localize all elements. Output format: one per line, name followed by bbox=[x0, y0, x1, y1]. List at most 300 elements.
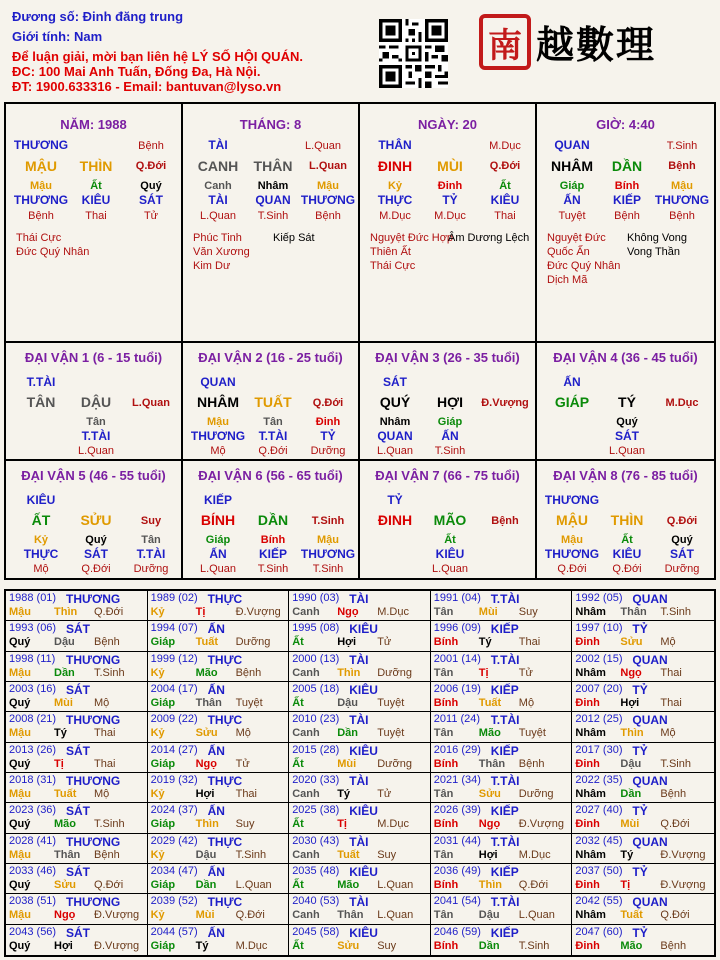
year-than: ẤN bbox=[207, 683, 225, 697]
year-truongsinh: Đ.Vượng bbox=[660, 879, 706, 891]
hidden-can: Mậu bbox=[30, 180, 52, 192]
year-cell[interactable] bbox=[431, 591, 573, 621]
year-truongsinh: Bệnh bbox=[94, 848, 120, 861]
truongsinh-label: L.Quan bbox=[132, 397, 170, 409]
sao-item: Nguyệt Đức bbox=[547, 232, 606, 244]
year-cell[interactable] bbox=[148, 682, 290, 712]
year-can: Đinh bbox=[575, 636, 600, 649]
year-truongsinh: Dưỡng bbox=[377, 757, 412, 770]
hidden-truongsinh: Mộ bbox=[33, 563, 49, 575]
hidden-can: Ất bbox=[444, 534, 456, 546]
pillar-cell[interactable] bbox=[537, 104, 714, 343]
chi-label: THÌN bbox=[610, 512, 644, 528]
hidden-truongsinh: Bệnh bbox=[614, 210, 640, 222]
hidden-can: Ất bbox=[621, 534, 633, 546]
hidden-than: THỰC bbox=[377, 193, 413, 207]
hidden-truongsinh: Tuyệt bbox=[558, 210, 586, 222]
year-cell[interactable] bbox=[289, 712, 431, 742]
year-than: QUAN bbox=[632, 834, 668, 849]
year-truongsinh: Tử bbox=[235, 757, 250, 770]
year-cell[interactable] bbox=[431, 743, 573, 773]
year-cell[interactable] bbox=[289, 925, 431, 955]
year-chi: Sửu bbox=[195, 727, 218, 740]
hidden-can: Quý bbox=[616, 416, 638, 428]
year-truongsinh: Dưỡng bbox=[235, 636, 271, 649]
sao-item: Âm Dương Lệch bbox=[448, 232, 530, 244]
year-label: 2047 (60) bbox=[575, 925, 623, 938]
year-chi: Mùi bbox=[337, 757, 357, 770]
year-label: 2005 (18) bbox=[292, 683, 340, 695]
year-than: ẤN bbox=[207, 743, 225, 758]
can-label: ĐINH bbox=[377, 158, 413, 174]
year-cell[interactable] bbox=[289, 682, 431, 712]
year-cell[interactable] bbox=[6, 773, 148, 803]
hidden-than: THƯƠNG bbox=[544, 547, 600, 561]
hidden-than: KIẾP bbox=[258, 547, 288, 561]
hidden-than: QUAN bbox=[377, 429, 413, 443]
year-cell[interactable] bbox=[572, 803, 714, 833]
can-label: BÍNH bbox=[200, 512, 236, 528]
year-truongsinh: Q.Đới bbox=[94, 879, 124, 891]
hidden-truongsinh: T.Sinh bbox=[434, 445, 466, 457]
hidden-than: KIÊU bbox=[490, 193, 520, 207]
year-cell[interactable] bbox=[572, 773, 714, 803]
year-cell[interactable] bbox=[148, 712, 290, 742]
year-label: 2033 (46) bbox=[9, 865, 57, 877]
year-label: 2034 (47) bbox=[150, 865, 198, 877]
chi-label: HỢI bbox=[437, 394, 463, 410]
than-label: T.TÀI bbox=[26, 375, 56, 389]
hidden-truongsinh: L.Quan bbox=[199, 210, 237, 222]
hidden-truongsinh: Thai bbox=[494, 210, 516, 222]
sao-right bbox=[273, 231, 315, 245]
phone-email: ĐT: 1900.633316 - Email: bantuvan@lyso.vn bbox=[12, 79, 282, 94]
year-cell[interactable] bbox=[6, 925, 148, 955]
hidden-can: Kỷ bbox=[33, 534, 49, 546]
year-chi: Thìn bbox=[478, 879, 503, 891]
seal-glyph: 南 bbox=[488, 25, 522, 66]
dai-van-cell[interactable] bbox=[183, 461, 360, 578]
sao-item: Quốc Ấn bbox=[547, 246, 590, 258]
year-can: Giáp bbox=[150, 697, 176, 709]
chi-label: TUẤT bbox=[254, 394, 292, 410]
dai-van-cell[interactable] bbox=[537, 343, 714, 461]
year-cell[interactable] bbox=[572, 894, 714, 924]
year-can: Mậu bbox=[9, 727, 31, 740]
hidden-truongsinh: Bệnh bbox=[669, 210, 695, 222]
year-cell[interactable] bbox=[6, 652, 148, 682]
qr-code-icon[interactable] bbox=[379, 19, 448, 88]
year-truongsinh: Đ.Vượng bbox=[94, 909, 140, 922]
dai-van-cell[interactable] bbox=[360, 461, 537, 578]
chi-than: Q.Đới bbox=[135, 160, 167, 172]
truongsinh-label: M.Dục bbox=[665, 397, 699, 409]
than-label: THƯƠNG bbox=[13, 138, 69, 152]
year-chi: Dậu bbox=[195, 848, 217, 861]
hidden-than: T.TÀI bbox=[258, 429, 288, 443]
can-label: GIÁP bbox=[554, 394, 590, 410]
hidden-can: Quý bbox=[140, 180, 162, 192]
year-cell[interactable] bbox=[289, 803, 431, 833]
year-chi: Thìn bbox=[620, 727, 644, 740]
hidden-can: Đinh bbox=[437, 180, 463, 192]
pillar-cell[interactable] bbox=[183, 104, 360, 343]
year-truongsinh: L.Quan bbox=[377, 879, 414, 891]
year-truongsinh: Đ.Vượng bbox=[94, 939, 140, 952]
pillar-cell[interactable] bbox=[360, 104, 537, 343]
year-label: 2017 (30) bbox=[575, 743, 623, 756]
dai-van-title: ĐẠI VẬN 3 (26 - 35 tuổi) bbox=[375, 350, 520, 365]
year-truongsinh: Tử bbox=[377, 636, 392, 649]
than-label: QUAN bbox=[200, 375, 236, 389]
year-than: KIẾP bbox=[490, 804, 519, 819]
year-can: Tân bbox=[433, 727, 454, 740]
year-cell[interactable] bbox=[572, 682, 714, 712]
than-label: THƯƠNG bbox=[544, 493, 600, 507]
year-label: 2021 (34) bbox=[433, 774, 481, 786]
year-chi: Dần bbox=[478, 939, 500, 952]
year-cell[interactable] bbox=[572, 743, 714, 773]
year-truongsinh: Bệnh bbox=[660, 788, 687, 800]
hidden-truongsinh: Dưỡng bbox=[664, 563, 700, 575]
hidden-can: Canh bbox=[204, 180, 232, 192]
hidden-can: Bính bbox=[614, 180, 640, 192]
year-truongsinh: Thai bbox=[660, 666, 682, 679]
year-than: KIẾP bbox=[490, 622, 519, 637]
dai-van-cell[interactable] bbox=[360, 343, 537, 461]
chi-label: SỬU bbox=[80, 512, 112, 528]
hidden-than: KIÊU bbox=[81, 193, 111, 207]
year-chi: Mão bbox=[195, 666, 218, 679]
sao-left bbox=[16, 231, 89, 259]
year-label: 1994 (07) bbox=[150, 622, 198, 635]
year-truongsinh: Tuyệt bbox=[518, 727, 546, 740]
hidden-than: THƯƠNG bbox=[300, 193, 356, 207]
year-than: SÁT bbox=[66, 865, 90, 879]
hidden-can: Bính bbox=[260, 534, 286, 546]
year-cell[interactable] bbox=[148, 621, 290, 651]
pillar-title: NĂM: 1988 bbox=[60, 117, 127, 132]
dai-van-cell[interactable] bbox=[183, 343, 360, 461]
year-cell[interactable] bbox=[148, 803, 290, 833]
year-truongsinh: Suy bbox=[377, 939, 397, 952]
year-cell[interactable] bbox=[148, 864, 290, 894]
hidden-than: QUAN bbox=[255, 193, 291, 207]
year-label: 2013 (26) bbox=[9, 743, 57, 756]
year-cell[interactable] bbox=[572, 925, 714, 955]
year-truongsinh: T.Sinh bbox=[94, 818, 125, 831]
year-can: Kỷ bbox=[150, 848, 165, 861]
year-than: KIÊU bbox=[349, 622, 378, 637]
hidden-can: Giáp bbox=[559, 180, 585, 192]
year-cell[interactable] bbox=[431, 712, 573, 742]
year-cell[interactable] bbox=[289, 773, 431, 803]
year-truongsinh: Tuyệt bbox=[235, 697, 263, 709]
year-cell[interactable] bbox=[6, 712, 148, 742]
year-label: 2003 (16) bbox=[9, 683, 57, 695]
sao-item: Vong Thần bbox=[627, 246, 681, 258]
year-can: Tân bbox=[433, 606, 454, 618]
dai-van-title: ĐẠI VẬN 4 (36 - 45 tuổi) bbox=[553, 350, 698, 365]
year-truongsinh: Dưỡng bbox=[518, 788, 554, 800]
year-can: Canh bbox=[292, 788, 320, 800]
hidden-can: Đinh bbox=[315, 416, 341, 428]
year-truongsinh: Mộ bbox=[94, 788, 110, 800]
year-label: 2012 (25) bbox=[575, 713, 623, 726]
year-cell[interactable] bbox=[572, 834, 714, 864]
year-cell[interactable] bbox=[289, 591, 431, 621]
year-label: 2024 (37) bbox=[150, 804, 198, 817]
year-than: THƯƠNG bbox=[66, 774, 121, 788]
year-cell[interactable] bbox=[572, 621, 714, 651]
year-chi: Tý bbox=[195, 939, 209, 952]
year-truongsinh: Tử bbox=[377, 788, 392, 800]
year-truongsinh: Tử bbox=[518, 666, 533, 679]
year-cell[interactable] bbox=[431, 652, 573, 682]
year-cell[interactable] bbox=[572, 712, 714, 742]
year-truongsinh: M.Dục bbox=[377, 606, 409, 618]
year-cell[interactable] bbox=[6, 864, 148, 894]
year-cell[interactable] bbox=[6, 743, 148, 773]
hidden-than: SÁT bbox=[670, 547, 694, 561]
year-label: 2040 (53) bbox=[292, 895, 340, 908]
year-cell[interactable] bbox=[431, 682, 573, 712]
year-truongsinh: Mộ bbox=[235, 727, 251, 740]
year-label: 2027 (40) bbox=[575, 804, 623, 817]
year-can: Canh bbox=[292, 606, 320, 618]
hidden-can: Mậu bbox=[317, 534, 339, 546]
year-than: TỶ bbox=[632, 925, 648, 940]
year-than: THƯƠNG bbox=[66, 834, 121, 849]
year-chi: Thìn bbox=[54, 606, 78, 618]
year-cell[interactable] bbox=[431, 621, 573, 651]
year-can: Nhâm bbox=[575, 727, 606, 740]
hidden-truongsinh: Mộ bbox=[210, 445, 226, 457]
year-truongsinh: M.Dục bbox=[518, 848, 551, 861]
year-cell[interactable] bbox=[6, 803, 148, 833]
year-than: ẤN bbox=[207, 865, 225, 879]
year-cell[interactable] bbox=[572, 591, 714, 621]
hidden-than: SÁT bbox=[84, 547, 108, 561]
truongsinh-label: Suy bbox=[140, 515, 162, 527]
sao-item: Kim Dư bbox=[193, 260, 231, 272]
hidden-than: KIÊU bbox=[435, 547, 465, 561]
year-truongsinh: Bệnh bbox=[94, 636, 120, 649]
year-truongsinh: Đ.Vượng bbox=[235, 606, 281, 618]
year-than: ẤN bbox=[207, 804, 225, 819]
year-can: Quý bbox=[9, 757, 31, 770]
year-cell[interactable] bbox=[431, 773, 573, 803]
year-cell[interactable] bbox=[148, 834, 290, 864]
year-can: Tân bbox=[433, 909, 454, 922]
year-than: T.TÀI bbox=[490, 713, 520, 728]
dai-van-cell[interactable] bbox=[6, 343, 183, 461]
year-chi: Tý bbox=[54, 727, 67, 740]
year-than: KIÊU bbox=[349, 683, 378, 697]
year-cell[interactable] bbox=[431, 925, 573, 955]
year-label: 2000 (13) bbox=[292, 652, 340, 665]
hidden-than: SÁT bbox=[139, 193, 163, 207]
hidden-truongsinh: Q.Đới bbox=[612, 563, 642, 575]
year-truongsinh: Mộ bbox=[660, 727, 676, 740]
year-cell[interactable] bbox=[289, 652, 431, 682]
year-than: TÀI bbox=[349, 834, 369, 849]
year-cell[interactable] bbox=[6, 682, 148, 712]
year-than: KIÊU bbox=[349, 865, 378, 879]
year-cell[interactable] bbox=[289, 621, 431, 651]
year-can: Giáp bbox=[150, 818, 176, 831]
year-label: 1989 (02) bbox=[150, 592, 198, 604]
year-label: 1995 (08) bbox=[292, 622, 340, 635]
year-cell[interactable] bbox=[289, 864, 431, 894]
than-right: M.Dục bbox=[489, 140, 521, 152]
year-label: 2019 (32) bbox=[150, 774, 198, 786]
year-label: 2028 (41) bbox=[9, 834, 57, 847]
year-cell[interactable] bbox=[148, 925, 290, 955]
sao-left bbox=[193, 231, 250, 273]
hidden-than: T.TÀI bbox=[81, 429, 111, 443]
year-than: TỶ bbox=[632, 683, 648, 697]
chi-label: THÂN bbox=[253, 158, 293, 174]
year-chi: Mão bbox=[54, 818, 76, 831]
year-than: KIẾP bbox=[490, 865, 519, 879]
year-cell[interactable] bbox=[289, 743, 431, 773]
hidden-truongsinh: Thai bbox=[85, 210, 107, 222]
year-can: Canh bbox=[292, 909, 320, 922]
year-label: 1993 (06) bbox=[9, 622, 57, 635]
year-cell[interactable] bbox=[6, 894, 148, 924]
year-can: Bính bbox=[433, 757, 459, 770]
can-label: QUÝ bbox=[379, 394, 411, 410]
year-label: 1990 (03) bbox=[292, 592, 340, 604]
truongsinh-label: T.Sinh bbox=[311, 515, 345, 527]
logo: 越數理 bbox=[536, 22, 657, 67]
year-truongsinh: Thai bbox=[660, 697, 682, 709]
year-than: T.TÀI bbox=[490, 592, 520, 606]
year-label: 2020 (33) bbox=[292, 774, 340, 786]
sao-left bbox=[370, 231, 453, 273]
address: ĐC: 100 Mai Anh Tuấn, Đống Đa, Hà Nội. bbox=[12, 64, 261, 79]
pillar-cell[interactable] bbox=[6, 104, 183, 343]
year-cell[interactable] bbox=[431, 894, 573, 924]
year-can: Mậu bbox=[9, 606, 31, 618]
year-chi: Tị bbox=[337, 818, 347, 831]
dai-van-title: ĐẠI VẬN 1 (6 - 15 tuổi) bbox=[24, 350, 163, 365]
hidden-truongsinh: L.Quan bbox=[77, 445, 115, 457]
year-chi: Mùi bbox=[478, 606, 498, 618]
year-truongsinh: Mộ bbox=[518, 697, 535, 709]
year-chi: Sửu bbox=[337, 939, 360, 952]
year-chi: Mão bbox=[337, 879, 360, 891]
year-can: Ất bbox=[292, 818, 304, 831]
year-can: Tân bbox=[433, 788, 454, 800]
truongsinh-label: Đ.Vượng bbox=[481, 397, 529, 409]
year-can: Mậu bbox=[9, 666, 31, 679]
sao-item: Dịch Mã bbox=[547, 274, 588, 286]
year-truongsinh: Q.Đới bbox=[660, 909, 690, 922]
year-can: Tân bbox=[433, 848, 454, 861]
year-label: 2032 (45) bbox=[575, 834, 623, 847]
year-chi: Sửu bbox=[478, 788, 501, 800]
year-cell[interactable] bbox=[6, 591, 148, 621]
hidden-can: Nhâm bbox=[257, 180, 289, 192]
year-cell[interactable] bbox=[572, 652, 714, 682]
year-can: Canh bbox=[292, 848, 320, 861]
hidden-than: THỰC bbox=[23, 547, 59, 561]
hidden-than: THƯƠNG bbox=[190, 429, 246, 443]
year-chi: Tý bbox=[478, 636, 492, 649]
year-cell[interactable] bbox=[431, 803, 573, 833]
hidden-truongsinh: M.Dục bbox=[379, 210, 411, 222]
year-can: Quý bbox=[9, 818, 31, 831]
year-can: Đinh bbox=[575, 939, 600, 952]
year-cell[interactable] bbox=[6, 834, 148, 864]
year-truongsinh: T.Sinh bbox=[518, 939, 550, 952]
year-can: Canh bbox=[292, 727, 320, 740]
sao-item: Thiên Ất bbox=[370, 246, 411, 258]
year-label: 2041 (54) bbox=[433, 895, 481, 908]
dai-van-title: ĐẠI VẬN 6 (56 - 65 tuổi) bbox=[198, 468, 343, 483]
year-cell[interactable] bbox=[289, 894, 431, 924]
year-than: TỶ bbox=[632, 622, 648, 637]
can-label: MẬU bbox=[25, 158, 57, 174]
year-cell[interactable] bbox=[431, 864, 573, 894]
dai-van-cell[interactable] bbox=[6, 461, 183, 578]
year-truongsinh: Thai bbox=[518, 636, 541, 649]
year-label: 2001 (14) bbox=[433, 652, 481, 665]
sao-item: Nguyệt Đức Hợp bbox=[370, 232, 454, 244]
year-truongsinh: Mộ bbox=[94, 697, 110, 709]
year-label: 2015 (28) bbox=[292, 743, 340, 756]
year-truongsinh: Q.Đới bbox=[518, 879, 549, 891]
year-can: Mậu bbox=[9, 848, 31, 861]
hidden-can: Nhâm bbox=[379, 416, 411, 428]
year-cell[interactable] bbox=[148, 743, 290, 773]
year-chi: Dần bbox=[54, 666, 75, 679]
year-cell[interactable] bbox=[148, 652, 290, 682]
year-cell[interactable] bbox=[148, 773, 290, 803]
year-cell[interactable] bbox=[431, 834, 573, 864]
year-truongsinh: Bệnh bbox=[235, 666, 262, 679]
dai-van-cell[interactable] bbox=[537, 461, 714, 578]
year-truongsinh: Thai bbox=[94, 757, 116, 770]
chi-label: MÙI bbox=[437, 158, 463, 174]
sao-item: Văn Xương bbox=[193, 246, 250, 258]
year-cell[interactable] bbox=[148, 894, 290, 924]
dai-van-title: ĐẠI VẬN 2 (16 - 25 tuổi) bbox=[198, 350, 343, 365]
year-truongsinh: T.Sinh bbox=[94, 666, 125, 679]
year-than: T.TÀI bbox=[490, 774, 520, 788]
can-label: TÂN bbox=[26, 394, 56, 410]
year-than: QUAN bbox=[632, 592, 668, 606]
year-truongsinh: Q.Đới bbox=[235, 909, 265, 922]
pillar-title: NGÀY: 20 bbox=[418, 117, 477, 132]
year-cell[interactable] bbox=[572, 864, 714, 894]
hidden-than: ẤN bbox=[209, 547, 227, 561]
year-cell[interactable] bbox=[148, 591, 290, 621]
year-than: KIẾP bbox=[490, 683, 519, 697]
hidden-than: TỶ bbox=[320, 429, 336, 443]
year-can: Đinh bbox=[575, 697, 600, 709]
sao-item: Đức Quý Nhân bbox=[547, 260, 621, 272]
chi-label: THÌN bbox=[79, 158, 113, 174]
year-can: Đinh bbox=[575, 879, 600, 891]
hidden-truongsinh: Bệnh bbox=[28, 210, 54, 222]
year-truongsinh: Suy bbox=[235, 818, 255, 831]
year-cell[interactable] bbox=[289, 834, 431, 864]
year-can: Nhâm bbox=[575, 666, 606, 679]
year-cell[interactable] bbox=[6, 621, 148, 651]
